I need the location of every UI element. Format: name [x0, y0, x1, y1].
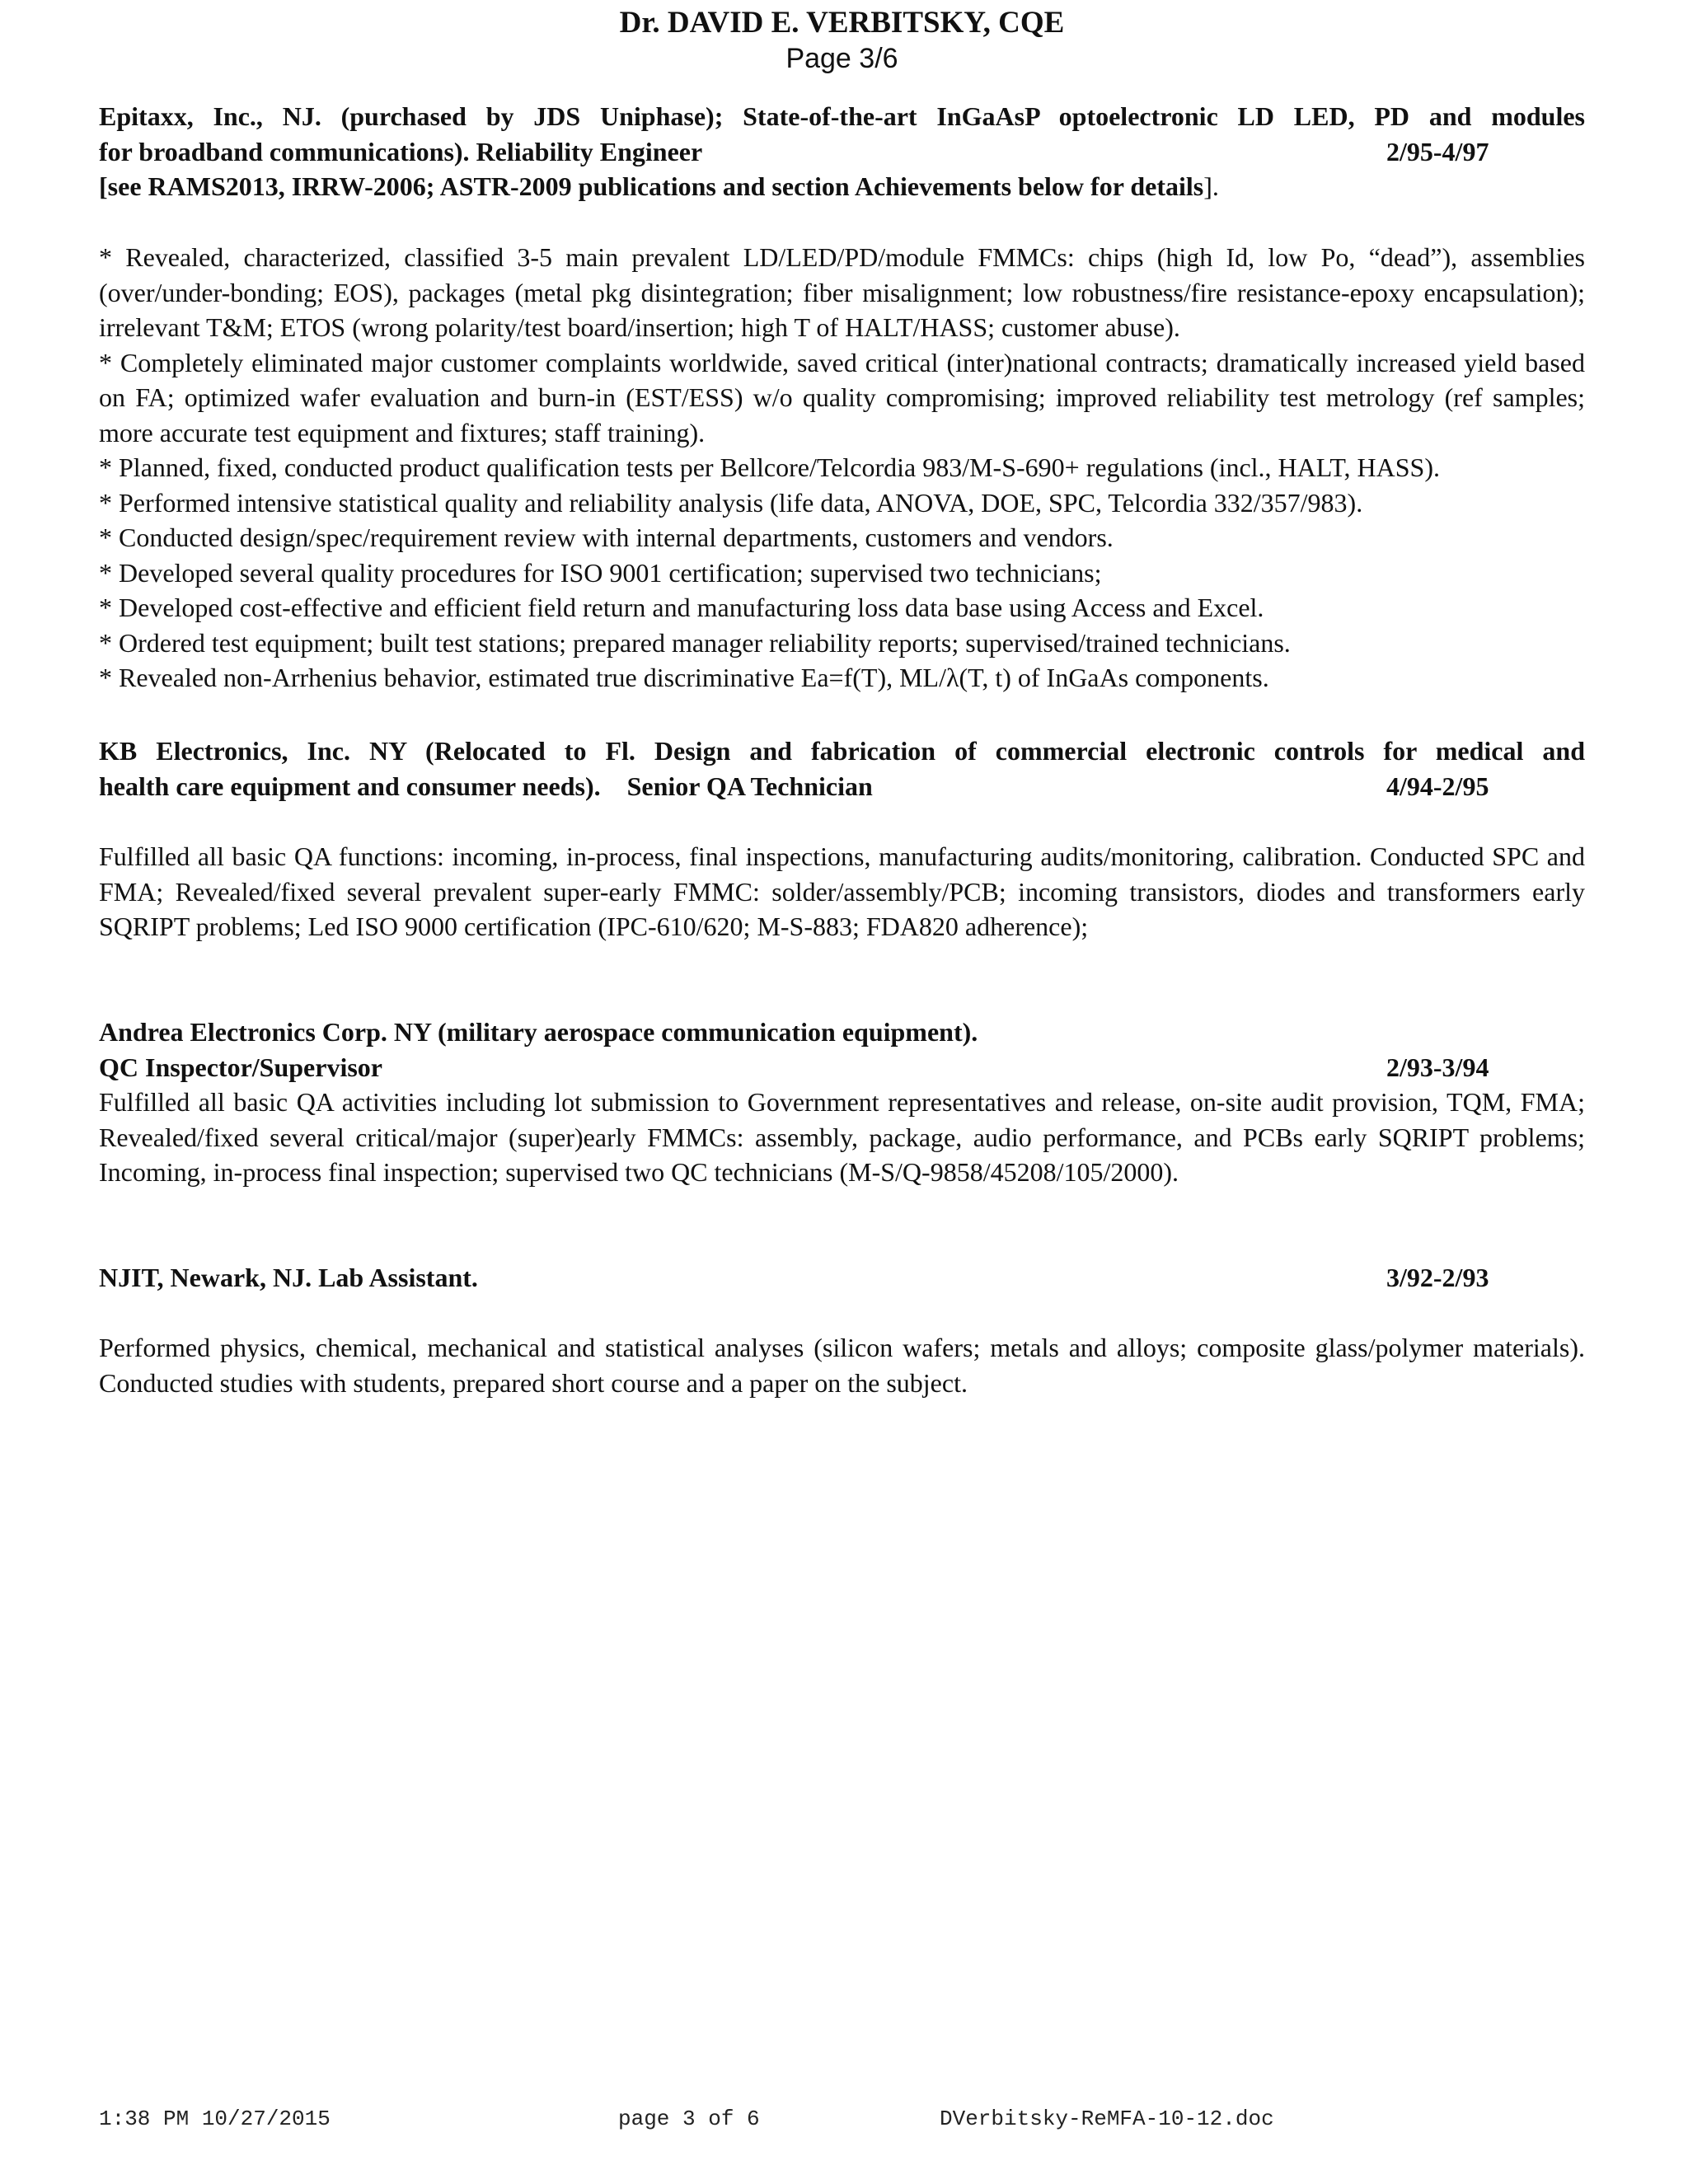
njit-company-role: NJIT, Newark, NJ. Lab Assistant. — [99, 1263, 478, 1292]
epitaxx-heading — [99, 99, 1585, 204]
kb-heading — [99, 733, 1585, 804]
epitaxx-bullet-8: * Ordered test equipment; built test stations; prepared manager reliability reports; supervised/trained technicians. — [99, 627, 1291, 658]
andrea-dates: 2/93-3/94 — [1386, 1052, 1489, 1082]
njit-description-text: Performed physics, chemical, mechanical and statistical analyses (silicon wafers; metals and alloys; composite glass/polymer materials). Conducted studies with students, prepared short course and a paper on the subject. — [99, 1333, 1585, 1398]
epitaxx-bullet-3: * Planned, fixed, conducted product qualification tests per Bellcore/Telcordia 983/M-S-690+ regulations (incl., HALT, HASS). — [99, 452, 1440, 482]
epitaxx-heading-line-2 — [99, 134, 1585, 170]
njit-description — [99, 1330, 1585, 1400]
epitaxx-dates: 2/95-4/97 — [1386, 136, 1489, 166]
kb-company-role: health care equipment and consumer needs). Senior QA Technician — [99, 771, 873, 801]
resume-author-name: Dr. DAVID E. VERBITSKY, CQE — [619, 6, 1065, 40]
kb-heading-line-1: KB Electronics, Inc. NY (Relocated to Fl. Design and fabrication of commercial electronic controls for medical and — [99, 736, 1585, 766]
epitaxx-bullet-6: * Developed several quality procedures for ISO 9001 certification; supervised two technicians; — [99, 557, 1102, 588]
epitaxx-bullet-5: * Conducted design/spec/requirement review with internal departments, customers and vendors. — [99, 523, 1114, 552]
kb-description — [99, 839, 1585, 944]
njit-heading — [99, 1260, 1585, 1296]
kb-description-text: Fulfilled all basic QA functions: incoming, in-process, final inspections, manufacturing audits/monitoring, calibration. Conducted SPC and FMA; Revealed/fixed several prevalent super-early FMMC: solder/assembly/PCB; incoming transistors, diodes and transformers early SQRIPT problems; Led ISO 9000 certification (IPC-610/620; M-S-883; FDA820 adherence); — [99, 841, 1585, 941]
epitaxx-bullet-1: * Revealed, characterized, classified 3-5 main prevalent LD/LED/PD/module FMMCs: chips (high Id, low Po, “dead”), assemblies (over/under-bonding; EOS), packages (metal pkg disintegration; fiber misalignment; low robustness/fire resistance-epoxy encapsulation); irrelevant T&M; ETOS (wrong polarity/test board/insertion; high T of HALT/HASS; customer abuse). — [99, 242, 1585, 342]
epitaxx-bullet-list — [99, 240, 1585, 696]
andrea-role: QC Inspector/Supervisor — [99, 1052, 382, 1082]
epitaxx-heading-line-1: Epitaxx, Inc., NJ. (purchased by JDS Uniphase); State-of-the-art InGaAsP optoelectronic LD LED, PD and modules — [99, 101, 1585, 131]
footer-page-number: page 3 of 6 — [618, 2107, 760, 2131]
epitaxx-heading-line-3 — [99, 169, 1585, 204]
andrea-heading — [99, 1015, 1585, 1085]
andrea-description-text: Fulfilled all basic QA activities including lot submission to Government representatives and release, on-site audit provision, TQM, FMA; Revealed/fixed several critical/major (super)early FMMCs: assembly, package, audio performance, and PCBs early SQRIPT problems; Incoming, in-process final inspection; supervised two QC technicians (M-S/Q-9858/45208/105/2000). — [99, 1087, 1585, 1187]
njit-heading-line — [99, 1260, 1585, 1296]
andrea-heading-line-1: Andrea Electronics Corp. NY (military aerospace communication equipment). — [99, 1017, 978, 1047]
epitaxx-bullet-2: * Completely eliminated major customer complaints worldwide, saved critical (inter)national contracts; dramatically increased yield based on FA; optimized wafer evaluation and burn-in (EST/ESS) w/o quality compromising; improved reliability test metrology (ref samples; more accurate test equipment and fixtures; staff training). — [99, 347, 1585, 448]
andrea-heading-line-2 — [99, 1050, 1585, 1085]
epitaxx-company-role: for broadband communications). Reliability Engineer — [99, 136, 703, 166]
kb-heading-line-2 — [99, 769, 1585, 804]
kb-dates: 4/94-2/95 — [1386, 771, 1489, 801]
njit-dates: 3/92-2/93 — [1386, 1263, 1489, 1292]
footer-filename: DVerbitsky-ReMFA-10-12.doc — [940, 2107, 1274, 2131]
andrea-description — [99, 1085, 1585, 1190]
epitaxx-bullet-9: * Revealed non-Arrhenius behavior, estimated true discriminative Ea=f(T), ML/λ(T, t) of InGaAs components. — [99, 663, 1269, 692]
epitaxx-bullet-7: * Developed cost-effective and efficient field return and manufacturing loss data base using Access and Excel. — [99, 593, 1264, 622]
footer-timestamp: 1:38 PM 10/27/2015 — [99, 2107, 331, 2131]
epitaxx-bullet-4: * Performed intensive statistical quality and reliability analysis (life data, ANOVA, DOE, SPC, Telcordia 332/357/983). — [99, 487, 1363, 518]
page-indicator: Page 3/6 — [785, 43, 898, 74]
epitaxx-publications-note-end: ]. — [1203, 171, 1219, 201]
epitaxx-publications-note: [see RAMS2013, IRRW-2006; ASTR-2009 publications and section Achievements below for details — [99, 171, 1204, 201]
